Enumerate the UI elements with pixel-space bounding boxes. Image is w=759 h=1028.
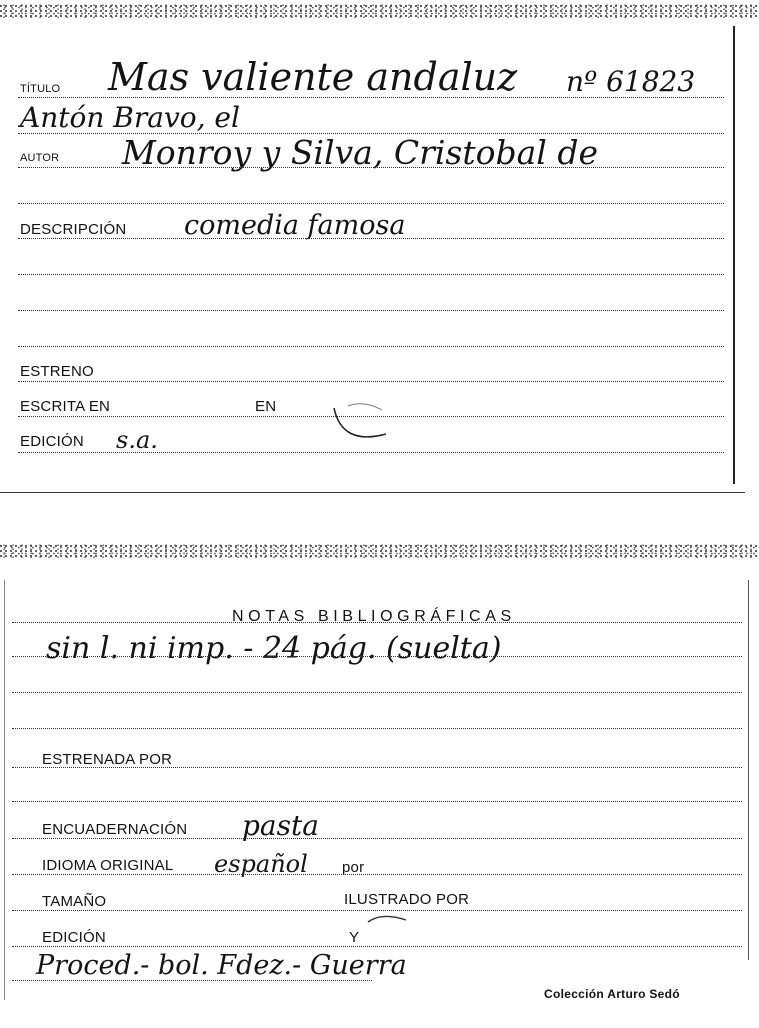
estreno-label: ESTRENO <box>20 363 94 380</box>
card-back-edge-texture <box>0 544 759 558</box>
procedencia-value: Proced.- bol. Fdez.- Guerra <box>36 950 407 981</box>
tamano-label: TAMAÑO <box>42 893 107 910</box>
estrenada-por-line <box>12 767 742 768</box>
edicion-value: s.a. <box>116 426 158 454</box>
card-bottom-edge <box>0 492 745 493</box>
autor-line <box>18 167 724 168</box>
card-front <box>0 0 759 493</box>
card-right-edge <box>733 26 735 484</box>
autor-line-2 <box>18 203 724 204</box>
autor-value: Monroy y Silva, Cristobal de <box>122 133 598 172</box>
y-label: Y <box>349 929 360 946</box>
en-label: EN <box>255 398 277 415</box>
notas-title-line <box>12 622 742 623</box>
escrita-en-label: ESCRITA EN <box>20 398 111 415</box>
descripcion-value: comedia famosa <box>184 210 406 241</box>
descripcion-line-2 <box>18 274 724 275</box>
titulo-label: TÍTULO <box>20 83 61 95</box>
descripcion-line <box>18 238 724 239</box>
tamano-line <box>12 910 742 911</box>
titulo-line <box>18 97 724 98</box>
autor-label: AUTOR <box>20 152 60 164</box>
notas-value: sin l. ni imp. - 24 pág. (suelta) <box>46 631 502 666</box>
notas-line-3 <box>12 728 742 729</box>
procedencia-line <box>12 980 372 981</box>
notas-line <box>12 656 742 657</box>
estrenada-por-line-2 <box>12 801 742 802</box>
card-back-left-edge <box>4 580 5 1000</box>
estrenada-por-label: ESTRENADA POR <box>42 751 173 768</box>
descripcion-label: DESCRIPCIÓN <box>20 221 127 238</box>
catalog-number: nº 61823 <box>566 65 696 98</box>
descripcion-line-3 <box>18 310 724 311</box>
titulo-continuation: Antón Bravo, el <box>20 101 240 134</box>
idioma-value: español <box>214 850 308 878</box>
notas-line-2 <box>12 692 742 693</box>
punch-hole-mark-back <box>362 912 412 952</box>
estreno-line <box>18 381 724 382</box>
notas-title: NOTAS BIBLIOGRÁFICAS <box>232 608 516 625</box>
idioma-label: IDIOMA ORIGINAL <box>42 857 174 874</box>
encuadernacion-label: ENCUADERNACIÓN <box>42 821 188 838</box>
por-label: por <box>342 859 365 876</box>
collection-stamp: Colección Arturo Sedó <box>544 987 680 1001</box>
card-top-edge-texture <box>0 4 759 18</box>
edicion-back-label: EDICIÓN <box>42 929 106 946</box>
ilustrado-por-label: ILUSTRADO POR <box>344 891 470 908</box>
edicion-line <box>18 452 724 453</box>
idioma-line <box>12 874 742 875</box>
edicion-label: EDICIÓN <box>20 433 84 450</box>
punch-hole-mark <box>330 400 390 448</box>
descripcion-line-4 <box>18 346 724 347</box>
encuadernacion-value: pasta <box>242 809 319 842</box>
encuadernacion-line <box>12 838 742 839</box>
card-back-right-edge <box>748 580 749 960</box>
titulo-value: Mas valiente andaluz <box>108 55 518 99</box>
